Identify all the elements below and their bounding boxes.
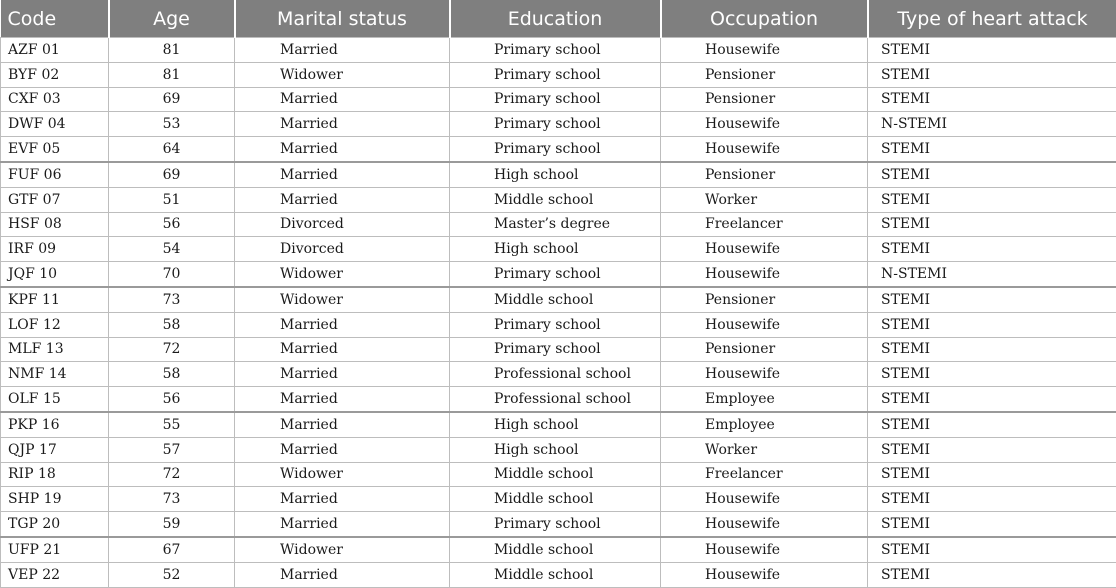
cell-occupation: Housewife — [661, 137, 868, 162]
table-header — [1, 0, 1116, 38]
table-row — [1, 112, 1116, 137]
cell-code: NMF 14 — [1, 362, 109, 387]
table-body — [1, 38, 1116, 588]
cell-age: 81 — [109, 62, 235, 87]
cell-age: 64 — [109, 137, 235, 162]
cell-marital-status: Married — [235, 337, 450, 362]
header-education: Education — [450, 0, 661, 38]
cell-code: JQF 10 — [1, 262, 109, 287]
cell-code: RIP 18 — [1, 462, 109, 487]
header-age: Age — [109, 0, 235, 38]
cell-education: Primary school — [450, 112, 661, 137]
header-occupation: Occupation — [661, 0, 868, 38]
cell-marital-status: Married — [235, 387, 450, 412]
cell-heart-attack-type: STEMI — [868, 237, 1116, 262]
header-code: Code — [1, 0, 109, 38]
cell-code: IRF 09 — [1, 237, 109, 262]
cell-occupation: Freelancer — [661, 462, 868, 487]
table-row — [1, 212, 1116, 237]
cell-heart-attack-type: STEMI — [868, 137, 1116, 162]
cell-age: 54 — [109, 237, 235, 262]
cell-education: Middle school — [450, 287, 661, 312]
cell-code: CXF 03 — [1, 87, 109, 112]
cell-code: LOF 12 — [1, 312, 109, 337]
cell-occupation: Housewife — [661, 487, 868, 512]
cell-education: Primary school — [450, 337, 661, 362]
cell-marital-status: Widower — [235, 62, 450, 87]
cell-code: MLF 13 — [1, 337, 109, 362]
cell-code: UFP 21 — [1, 537, 109, 562]
cell-education: Master’s degree — [450, 212, 661, 237]
table-row — [1, 237, 1116, 262]
cell-occupation: Pensioner — [661, 337, 868, 362]
cell-code: BYF 02 — [1, 62, 109, 87]
cell-education: Middle school — [450, 487, 661, 512]
table-row — [1, 162, 1116, 187]
table-row — [1, 262, 1116, 287]
table-row — [1, 62, 1116, 87]
cell-marital-status: Married — [235, 312, 450, 337]
table-row — [1, 512, 1116, 537]
cell-age: 58 — [109, 312, 235, 337]
cell-marital-status: Widower — [235, 287, 450, 312]
table-row — [1, 487, 1116, 512]
table-row — [1, 287, 1116, 312]
cell-heart-attack-type: STEMI — [868, 187, 1116, 212]
cell-code: EVF 05 — [1, 137, 109, 162]
cell-code: HSF 08 — [1, 212, 109, 237]
cell-age: 72 — [109, 337, 235, 362]
cell-marital-status: Married — [235, 412, 450, 437]
cell-education: Middle school — [450, 537, 661, 562]
cell-age: 57 — [109, 437, 235, 462]
cell-age: 81 — [109, 38, 235, 63]
cell-occupation: Housewife — [661, 112, 868, 137]
table-row — [1, 437, 1116, 462]
cell-occupation: Employee — [661, 412, 868, 437]
cell-heart-attack-type: STEMI — [868, 562, 1116, 587]
cell-age: 73 — [109, 287, 235, 312]
cell-heart-attack-type: STEMI — [868, 312, 1116, 337]
cell-occupation: Housewife — [661, 512, 868, 537]
header-marital-status: Marital status — [235, 0, 450, 38]
cell-marital-status: Widower — [235, 262, 450, 287]
cell-age: 69 — [109, 87, 235, 112]
cell-marital-status: Married — [235, 137, 450, 162]
cell-age: 56 — [109, 212, 235, 237]
cell-marital-status: Married — [235, 187, 450, 212]
table-row — [1, 312, 1116, 337]
cell-code: DWF 04 — [1, 112, 109, 137]
cell-heart-attack-type: STEMI — [868, 212, 1116, 237]
cell-occupation: Pensioner — [661, 87, 868, 112]
cell-heart-attack-type: STEMI — [868, 487, 1116, 512]
cell-education: Middle school — [450, 462, 661, 487]
cell-heart-attack-type: STEMI — [868, 387, 1116, 412]
cell-age: 51 — [109, 187, 235, 212]
cell-age: 70 — [109, 262, 235, 287]
cell-occupation: Housewife — [661, 262, 868, 287]
table-row — [1, 412, 1116, 437]
table-row — [1, 187, 1116, 212]
cell-education: High school — [450, 162, 661, 187]
table-row — [1, 362, 1116, 387]
table-row — [1, 387, 1116, 412]
cell-code: QJP 17 — [1, 437, 109, 462]
cell-code: VEP 22 — [1, 562, 109, 587]
cell-occupation: Employee — [661, 387, 868, 412]
cell-heart-attack-type: STEMI — [868, 537, 1116, 562]
cell-age: 69 — [109, 162, 235, 187]
cell-marital-status: Married — [235, 437, 450, 462]
cell-education: Middle school — [450, 562, 661, 587]
cell-occupation: Housewife — [661, 38, 868, 63]
cell-age: 58 — [109, 362, 235, 387]
cell-education: High school — [450, 237, 661, 262]
cell-education: Primary school — [450, 87, 661, 112]
cell-age: 52 — [109, 562, 235, 587]
cell-heart-attack-type: STEMI — [868, 412, 1116, 437]
cell-occupation: Pensioner — [661, 62, 868, 87]
cell-heart-attack-type: STEMI — [868, 87, 1116, 112]
cell-age: 53 — [109, 112, 235, 137]
cell-heart-attack-type: STEMI — [868, 337, 1116, 362]
cell-heart-attack-type: STEMI — [868, 437, 1116, 462]
cell-marital-status: Divorced — [235, 237, 450, 262]
cell-occupation: Housewife — [661, 237, 868, 262]
cell-heart-attack-type: STEMI — [868, 38, 1116, 63]
cell-education: Primary school — [450, 262, 661, 287]
cell-code: SHP 19 — [1, 487, 109, 512]
table-row — [1, 462, 1116, 487]
cell-heart-attack-type: N-STEMI — [868, 112, 1116, 137]
cell-code: AZF 01 — [1, 38, 109, 63]
cell-marital-status: Married — [235, 562, 450, 587]
cell-occupation: Pensioner — [661, 162, 868, 187]
cell-heart-attack-type: N-STEMI — [868, 262, 1116, 287]
cell-age: 56 — [109, 387, 235, 412]
cell-code: TGP 20 — [1, 512, 109, 537]
cell-age: 73 — [109, 487, 235, 512]
cell-code: FUF 06 — [1, 162, 109, 187]
cell-education: Primary school — [450, 137, 661, 162]
cell-marital-status: Married — [235, 512, 450, 537]
cell-occupation: Worker — [661, 187, 868, 212]
cell-heart-attack-type: STEMI — [868, 512, 1116, 537]
cell-marital-status: Married — [235, 487, 450, 512]
cell-education: Professional school — [450, 362, 661, 387]
cell-age: 72 — [109, 462, 235, 487]
cell-occupation: Housewife — [661, 362, 868, 387]
table-row — [1, 137, 1116, 162]
cell-age: 55 — [109, 412, 235, 437]
table-row — [1, 537, 1116, 562]
cell-education: Primary school — [450, 62, 661, 87]
cell-education: Professional school — [450, 387, 661, 412]
cell-marital-status: Married — [235, 362, 450, 387]
cell-occupation: Pensioner — [661, 287, 868, 312]
table-row — [1, 87, 1116, 112]
cell-occupation: Housewife — [661, 537, 868, 562]
cell-education: Primary school — [450, 512, 661, 537]
cell-marital-status: Married — [235, 38, 450, 63]
cell-education: High school — [450, 437, 661, 462]
cell-code: GTF 07 — [1, 187, 109, 212]
table-row — [1, 38, 1116, 63]
cell-code: OLF 15 — [1, 387, 109, 412]
cell-heart-attack-type: STEMI — [868, 287, 1116, 312]
cell-marital-status: Married — [235, 87, 450, 112]
cell-marital-status: Widower — [235, 537, 450, 562]
cell-education: High school — [450, 412, 661, 437]
cell-age: 59 — [109, 512, 235, 537]
cell-marital-status: Divorced — [235, 212, 450, 237]
cell-occupation: Worker — [661, 437, 868, 462]
cell-heart-attack-type: STEMI — [868, 162, 1116, 187]
cell-marital-status: Widower — [235, 462, 450, 487]
cell-code: KPF 11 — [1, 287, 109, 312]
cell-age: 67 — [109, 537, 235, 562]
cell-code: PKP 16 — [1, 412, 109, 437]
cell-occupation: Housewife — [661, 312, 868, 337]
cell-marital-status: Married — [235, 112, 450, 137]
cell-education: Primary school — [450, 38, 661, 63]
cell-marital-status: Married — [235, 162, 450, 187]
cell-occupation: Housewife — [661, 562, 868, 587]
cell-education: Middle school — [450, 187, 661, 212]
table-row — [1, 562, 1116, 587]
header-row — [1, 0, 1116, 38]
cell-heart-attack-type: STEMI — [868, 62, 1116, 87]
cell-education: Primary school — [450, 312, 661, 337]
table-row — [1, 337, 1116, 362]
cell-heart-attack-type: STEMI — [868, 362, 1116, 387]
header-heart-attack-type: Type of heart attack — [868, 0, 1116, 38]
cell-occupation: Freelancer — [661, 212, 868, 237]
cell-heart-attack-type: STEMI — [868, 462, 1116, 487]
